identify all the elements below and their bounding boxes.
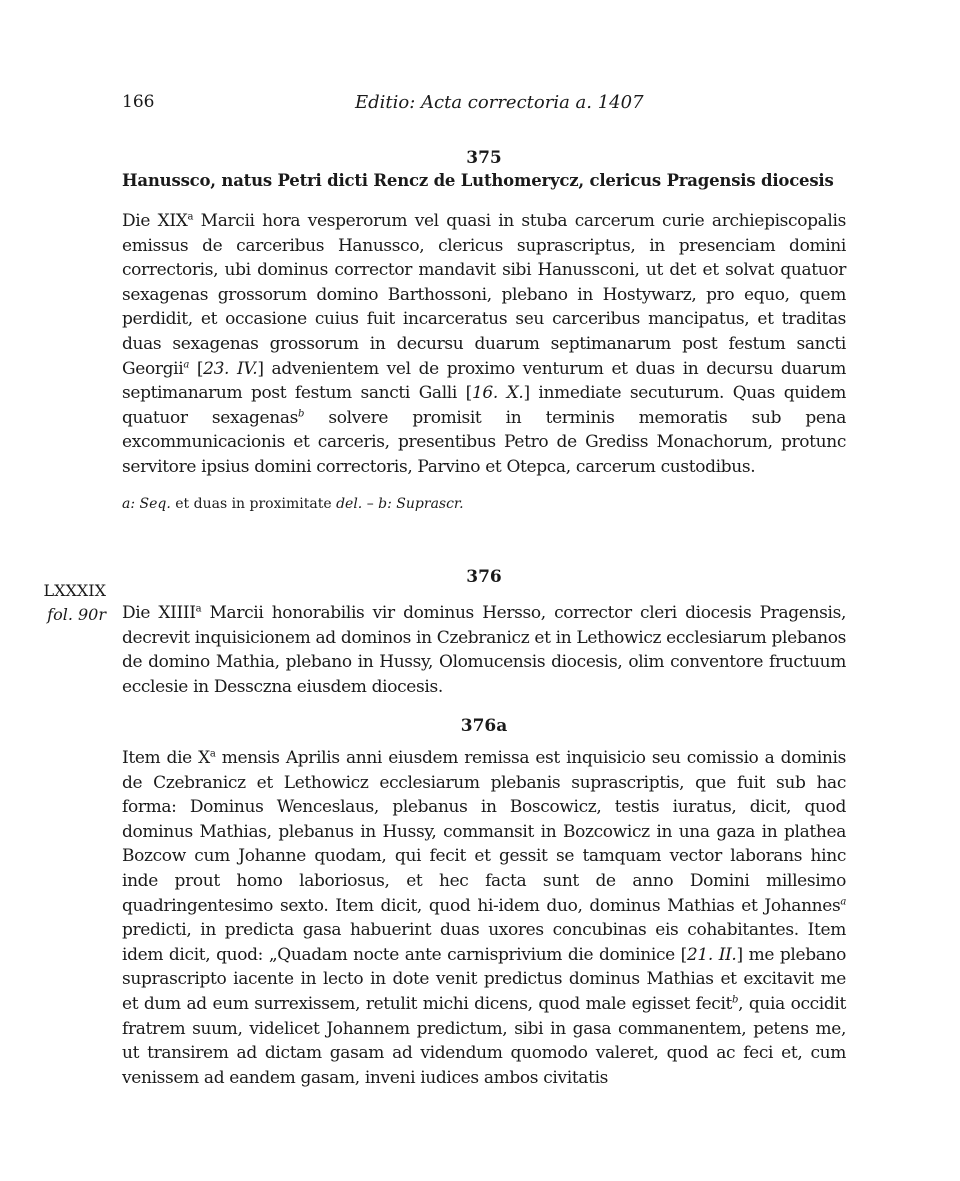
margin-note-roman: LXXXIX (43, 581, 106, 600)
text-segment: , quia occidit fratrem suum, videlicet Johannem predictum, sibi in gasa commanentem, petens me, ut transirem ad dictam gasam ad videndum quomodo valeret, quod ac feci et, cum venissem ad eandem gasam, inveni iudices ambos civitatis (122, 993, 846, 1088)
margin-note-folio: fol. 90r (47, 605, 106, 624)
text-segment: Die XIIII (122, 603, 196, 623)
footnotes (122, 496, 846, 512)
text-segment: Die XIX (122, 211, 188, 231)
entry-number: 375 (466, 148, 502, 168)
text-segment: ] advenientem vel de proximo venturum et duas in decursu duarum septimanarum post festum sancti Galli [ (122, 358, 846, 404)
footnote-text: et duas in proximitate (170, 495, 337, 512)
footnote-label: a: Seq. (122, 495, 171, 512)
footnote-mark: b (298, 408, 305, 420)
text-segment: Marcii hora vesperorum vel quasi in stuba carcerum curie archiepiscopalis emissus de carceribus Hanussco, clericus suprascriptus, in presenciam domini correctoris, ubi dominus corrector mandavit sibi Hanussconi, ut det et solvat quatuor sexagenas grossorum domino Barthossoni, plebano in Hostywarz, pro equo, quem perdidit, et occasione cuius fuit incarceratus seu carceribus mancipatus, et traditas duas sexagenas grossorum in decursu duarum septimanarum post festum sancti Georgii (122, 211, 846, 379)
entry-text (122, 209, 846, 480)
footnote-mark: a (840, 895, 846, 907)
footnote-mark: a (195, 603, 202, 615)
text-segment: Marcii honorabilis vir dominus Hersso, corrector cleri diocesis Pragensis, decrevit inquisicionem ad dominos in Czebranicz et in Lethowicz ecclesiarum plebanos de domino Mathia, plebano in Hussy, Olomucensis diocesis, olim conventore fructuum ecclesie in Dessczna eiusdem diocesis. (122, 603, 846, 697)
date-reference: 21. II. (686, 944, 737, 965)
entry-375 (122, 148, 846, 512)
footnote-mark: a (209, 748, 216, 760)
entry-text (122, 601, 846, 699)
footnote-label: b: Suprascr. (378, 495, 464, 512)
text-segment: predicti, in predicta gasa habuerint duas uxores concubinas eis cohabitantes. Item idem dicit, quod: „Quadam nocte ante carnisprivium die dominice [ (122, 920, 846, 965)
text-segment: ] me plebano suprascripto iacente in lecto in dote venit predictus dominus Mathias et excitavit me et dum ad eum surrexissem, retulit michi dicens, quod male egisset fecit (122, 944, 846, 1014)
entry-376a (122, 716, 846, 1090)
footnote-mark: a (187, 211, 194, 223)
text-segment: mensis Aprilis anni eiusdem remissa est inquisicio seu comissio a dominis de Czebranicz et Lethowicz ecclesiarum plebanis suprascriptis, que fuit sub hac forma: Dominus Wenceslaus, plebanus in Boscowicz, testis iuratus, dicit, quod dominus Mathias, plebanus in Hussy, commansit in Bozcowicz in una gaza in plathea Bozcow cum Johanne quodam, qui fecit et gessit se tamquam vector laborans hinc inde prout homo laboriosus, et hec facta sunt de anno Domini millesimo quadringentesimo sexto. Item dicit, quod hi-idem duo, dominus Mathias et Johannes (122, 748, 846, 916)
footnote-mark: b (732, 994, 739, 1006)
entry-number: 376a (460, 716, 508, 736)
text-segment: ] inmediate secuturum. Quas quidem quatuor sexagenas (122, 383, 846, 428)
page-number: 166 (122, 92, 155, 112)
text-segment: solvere promisit in terminis memoratis sub pena excommunicacionis et carceris, presentibus Petro de Grediss Monachorum, protunc servitore ipsius domini correctoris, Parvino et Otepca, carcerum custodibus. (122, 407, 846, 477)
entry-text (122, 746, 846, 1090)
date-reference: 23. IV. (203, 358, 258, 379)
text-segment: Item die X (122, 748, 210, 768)
entry-376 (122, 567, 846, 699)
footnote-separator: – (362, 495, 379, 512)
entry-number: 376 (466, 567, 502, 587)
entry-title: Hanussco, natus Petri dicti Rencz de Luthomerycz, clericus Pragensis diocesis (122, 171, 834, 190)
running-title: Editio: Acta correctoria a. 1407 (355, 92, 644, 113)
text-segment: [ (188, 358, 204, 379)
date-reference: 16. X. (471, 383, 524, 404)
footnote-abbrev: del. (336, 495, 363, 512)
footnote-mark: a (183, 358, 189, 370)
